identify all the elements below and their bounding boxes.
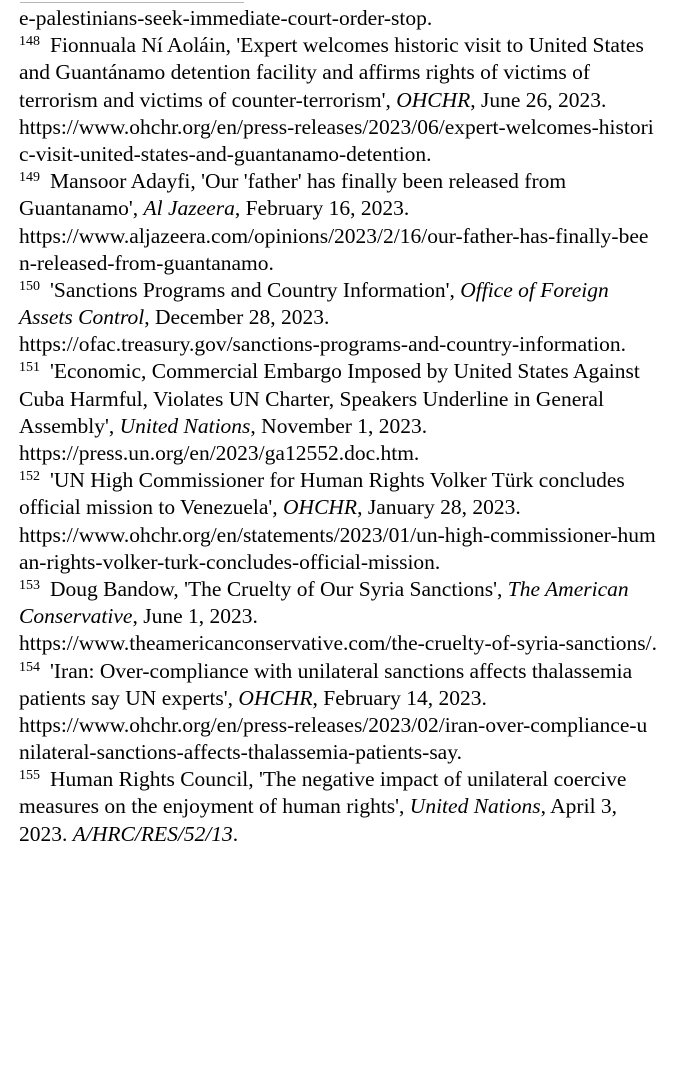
footnote-line (19, 168, 681, 195)
footnote-line (19, 494, 681, 521)
footnote-marker: 149 (19, 170, 40, 186)
citation-source-text: United Nations (119, 413, 251, 438)
footnote-text: c-visit-united-states-and-guantanamo-detention. (19, 141, 432, 166)
footnote-text: 'UN High Commissioner for Human Rights Volker Türk concludes (50, 468, 625, 493)
footnote-line (19, 223, 681, 250)
footnote-line (19, 440, 681, 467)
footnote-text: , February 14, 2023. (312, 685, 487, 710)
citation-source-text: OHCHR (283, 495, 358, 520)
citation-source-text: The American (507, 576, 629, 601)
footnote-marker: 155 (19, 768, 40, 784)
citation-source-text: OHCHR (396, 87, 471, 112)
footnote-line (19, 658, 681, 685)
footnote-text: Guantanamo', (19, 196, 144, 221)
footnote-line (19, 141, 681, 168)
footnote-separator-rule (20, 2, 244, 3)
footnote-line (19, 467, 681, 494)
footnote-marker: 148 (19, 34, 40, 50)
footnote-text: and Guantánamo detention facility and affirms rights of victims of (19, 60, 590, 85)
footnote-text: Human Rights Council, 'The negative impact of unilateral coercive (50, 767, 627, 792)
footnote-line (19, 304, 681, 331)
footnote-continuation (19, 5, 681, 32)
footnote-text: , December 28, 2023. (144, 305, 330, 330)
footnote-line (19, 114, 681, 141)
footnote-text: https://ofac.treasury.gov/sanctions-programs-and-country-information. (19, 332, 627, 357)
footnote-153 (19, 576, 681, 658)
footnote-marker: 153 (19, 577, 40, 593)
footnote-text: https://www.theamericanconservative.com/the-cruelty-of-syria-sanctions/. (19, 631, 658, 656)
citation-source-text: A/HRC/RES/52/13 (72, 821, 233, 846)
footnote-marker: 150 (19, 278, 40, 294)
footnote-line (19, 685, 681, 712)
footnote-150 (19, 277, 681, 359)
citation-source-text: Assets Control (19, 305, 145, 330)
footnote-line (19, 576, 681, 603)
footnote-text: , June 26, 2023. (470, 87, 607, 112)
footnote-text: measures on the enjoyment of human rights', (19, 794, 410, 819)
footnote-line (19, 549, 681, 576)
footnote-line (19, 766, 681, 793)
footnote-line (19, 195, 681, 222)
footnote-text: terrorism and victims of counter-terrorism', (19, 87, 397, 112)
footnote-text: , February 16, 2023. (234, 196, 410, 221)
footnote-text: https://press.un.org/en/2023/ga12552.doc.htm. (19, 441, 420, 465)
footnote-text: https://www.ohchr.org/en/statements/2023/01/un-high-commissioner-hum (19, 522, 656, 547)
citation-source-text: Al Jazeera (143, 196, 235, 221)
footnote-line (19, 522, 681, 549)
footnote-line (19, 712, 681, 739)
footnote-text: Fionnuala Ní Aoláin, 'Expert welcomes historic visit to United States (50, 33, 644, 58)
footnote-line (19, 59, 681, 86)
footnotes-page (19, 5, 681, 848)
footnote-line (19, 250, 681, 277)
footnote-text: , January 28, 2023. (357, 495, 521, 520)
footnote-text: patients say UN experts', (19, 685, 239, 710)
footnote-text: nilateral-sanctions-affects-thalassemia-patients-say. (19, 740, 462, 765)
footnote-text: 'Sanctions Programs and Country Information', (50, 277, 461, 302)
footnote-text: . (232, 821, 239, 846)
footnote-text: https://www.ohchr.org/en/press-releases/2023/02/iran-over-compliance-u (19, 712, 648, 737)
footnote-text: , June 1, 2023. (132, 604, 258, 629)
citation-source-text: Conservative (19, 604, 133, 629)
footnote-line (19, 386, 681, 413)
footnote-line (19, 793, 681, 820)
footnote-text: , April 3, (540, 794, 618, 819)
footnote-text: an-rights-volker-turk-concludes-official-mission. (19, 549, 441, 574)
citation-source-text: United Nations (409, 794, 541, 819)
footnote-text: official mission to Venezuela', (19, 495, 284, 520)
footnote-line (19, 821, 681, 848)
footnote-text: Mansoor Adayfi, 'Our 'father' has finally been released from (50, 169, 567, 194)
citation-source-text: Office of Foreign (460, 277, 609, 302)
footnote-text: Doug Bandow, 'The Cruelty of Our Syria Sanctions', (50, 576, 508, 601)
footnote-line (19, 5, 681, 32)
footnote-text: 2023. (19, 821, 73, 846)
footnote-marker: 152 (19, 469, 40, 485)
footnote-line (19, 630, 681, 657)
footnote-text: Assembly', (19, 413, 120, 438)
footnote-marker: 154 (19, 659, 40, 675)
footnote-154 (19, 658, 681, 767)
footnote-line (19, 331, 681, 358)
footnote-line (19, 739, 681, 766)
footnote-text: https://www.ohchr.org/en/press-releases/2023/06/expert-welcomes-histori (19, 114, 654, 139)
footnote-text: e-palestinians-seek-immediate-court-order-stop. (19, 6, 433, 30)
footnote-text: 'Iran: Over-compliance with unilateral sanctions affects thalassemia (50, 658, 633, 683)
footnote-155 (19, 766, 681, 848)
footnote-text: n-released-from-guantanamo. (19, 250, 274, 275)
footnote-text: , November 1, 2023. (250, 413, 428, 438)
footnote-text: https://www.aljazeera.com/opinions/2023/2/16/our-father-has-finally-bee (19, 223, 649, 248)
footnote-151 (19, 358, 681, 467)
footnote-line (19, 358, 681, 385)
citation-source-text: OHCHR (238, 685, 313, 710)
footnote-line (19, 32, 681, 59)
footnote-line (19, 413, 681, 440)
footnote-marker: 151 (19, 360, 40, 376)
footnote-text: Cuba Harmful, Violates UN Charter, Speakers Underline in General (19, 386, 604, 411)
footnote-line (19, 277, 681, 304)
footnote-152 (19, 467, 681, 576)
footnote-line (19, 603, 681, 630)
footnote-text: 'Economic, Commercial Embargo Imposed by United States Against (50, 359, 640, 384)
footnote-148 (19, 32, 681, 168)
footnote-149 (19, 168, 681, 277)
footnote-line (19, 87, 681, 114)
